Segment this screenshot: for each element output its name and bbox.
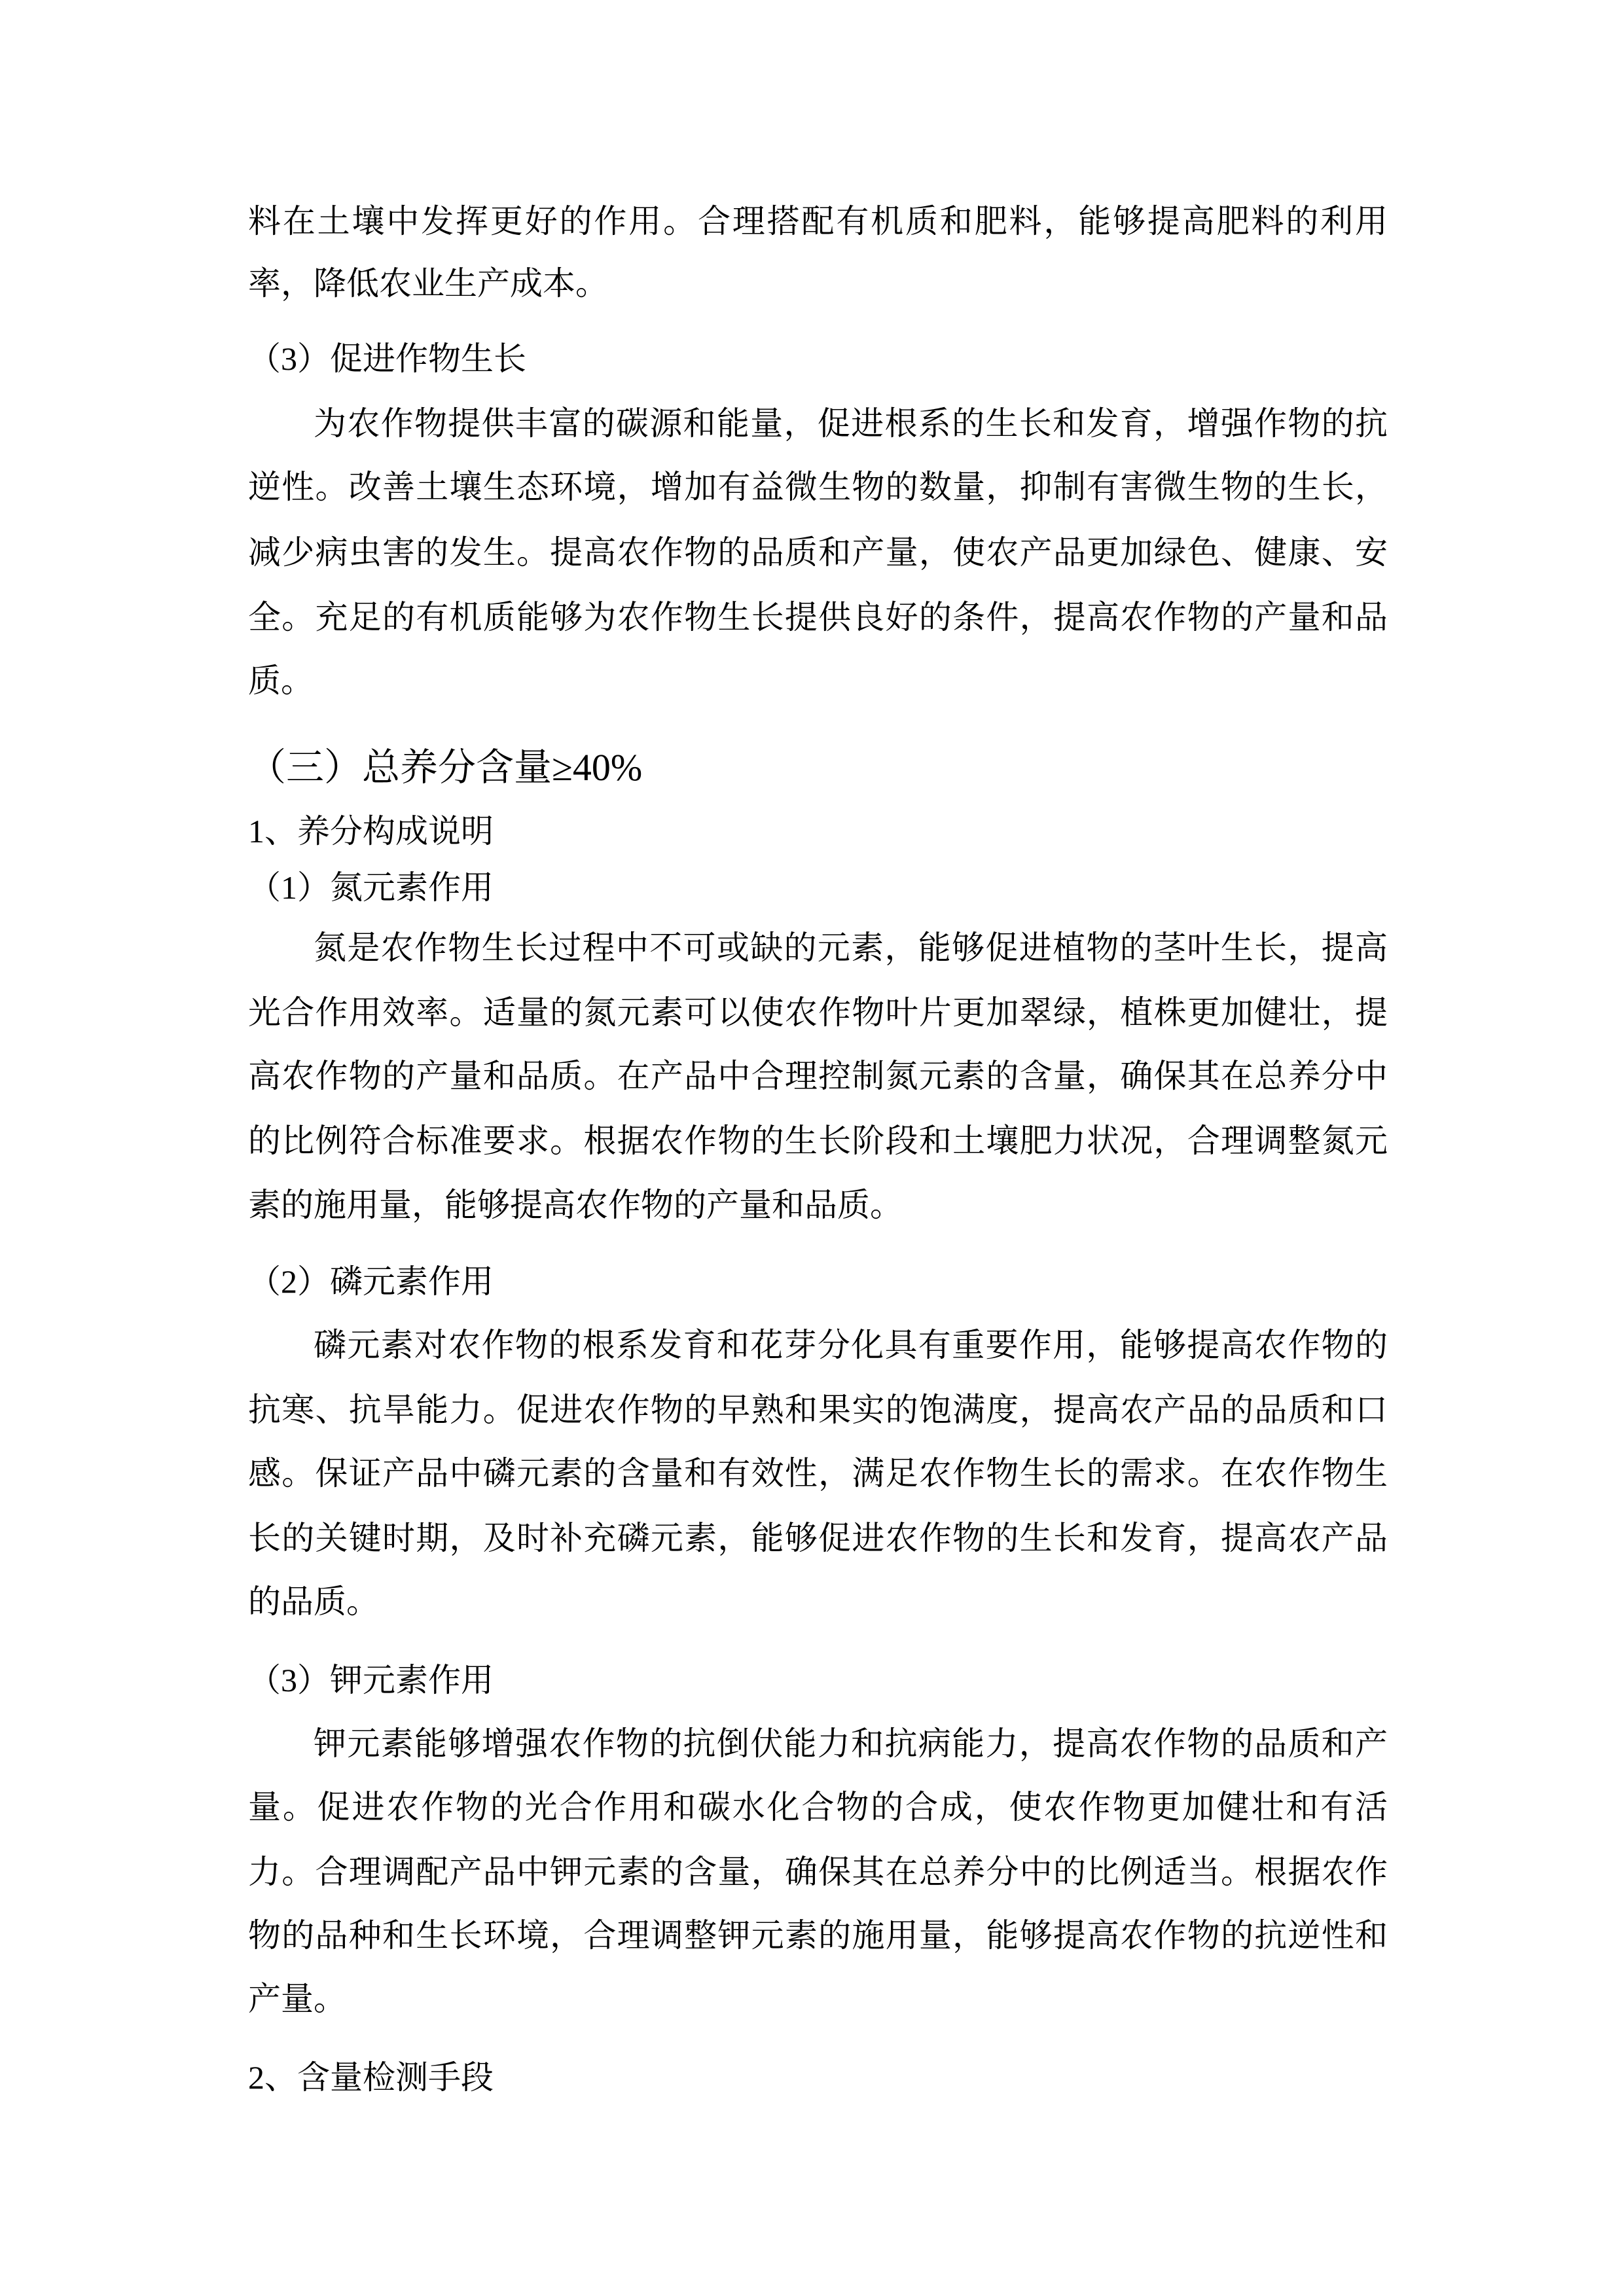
heading-detection-methods: 2、含量检测手段: [248, 2059, 494, 2096]
paragraph-line: 磷元素对农作物的根系发育和花芽分化具有重要作用，能够提高农作物的: [314, 1327, 1388, 1363]
paragraph-line: 力。合理调配产品中钾元素的含量，确保其在总养分中的比例适当。根据农作: [248, 1854, 1388, 1890]
paragraph-line: 的比例符合标准要求。根据农作物的生长阶段和土壤肥力状况，合理调整氮元: [248, 1122, 1388, 1159]
paragraph-line: 率，降低农业生产成本。: [248, 265, 608, 302]
paragraph-line: 钾元素能够增强农作物的抗倒伏能力和抗病能力，提高农作物的品质和产: [314, 1725, 1388, 1762]
paragraph-line: 料在土壤中发挥更好的作用。合理搭配有机质和肥料，能够提高肥料的利用: [248, 203, 1388, 240]
paragraph-line: 光合作用效率。适量的氮元素可以使农作物叶片更加翠绿，植株更加健壮，提: [248, 994, 1388, 1031]
paragraph-line: 逆性。改善土壤生态环境，增加有益微生物的数量，抑制有害微生物的生长，: [248, 469, 1388, 505]
heading-nitrogen: （1）氮元素作用: [248, 869, 494, 906]
paragraph-line: 抗寒、抗旱能力。促进农作物的早熟和果实的饱满度，提高农产品的品质和口: [248, 1391, 1388, 1428]
heading-potassium: （3）钾元素作用: [248, 1662, 494, 1698]
paragraph-line: 产量。: [248, 1981, 346, 2017]
paragraph-line: 质。: [248, 662, 314, 699]
paragraph-line: 为农作物提供丰富的碳源和能量，促进根系的生长和发育，增强作物的抗: [314, 405, 1388, 442]
paragraph-line: 高农作物的产量和品质。在产品中合理控制氮元素的含量，确保其在总养分中: [248, 1058, 1388, 1094]
paragraph-line: 长的关键时期，及时补充磷元素，能够促进农作物的生长和发育，提高农产品: [248, 1520, 1388, 1556]
heading-total-nutrient: （三）总养分含量≥40%: [248, 746, 643, 789]
paragraph-line: 全。充足的有机质能够为农作物生长提供良好的条件，提高农作物的产量和品: [248, 599, 1388, 636]
paragraph-line: 感。保证产品中磷元素的含量和有效性，满足农作物生长的需求。在农作物生: [248, 1455, 1388, 1492]
heading-nutrient-composition: 1、养分构成说明: [248, 813, 494, 850]
paragraph-line: 量。促进农作物的光合作用和碳水化合物的合成，使农作物更加健壮和有活: [248, 1789, 1388, 1825]
paragraph-line: 的品质。: [248, 1583, 379, 1620]
paragraph-line: 氮是农作物生长过程中不可或缺的元素，能够促进植物的茎叶生长，提高: [314, 929, 1388, 966]
paragraph-line: 物的品种和生长环境，合理调整钾元素的施用量，能够提高农作物的抗逆性和: [248, 1917, 1388, 1954]
paragraph-line: 减少病虫害的发生。提高农作物的品质和产量，使农产品更加绿色、健康、安: [248, 534, 1388, 571]
heading-promote-growth: （3）促进作物生长: [248, 340, 526, 377]
paragraph-line: 素的施用量，能够提高农作物的产量和品质。: [248, 1187, 903, 1223]
heading-phosphorus: （2）磷元素作用: [248, 1263, 494, 1300]
